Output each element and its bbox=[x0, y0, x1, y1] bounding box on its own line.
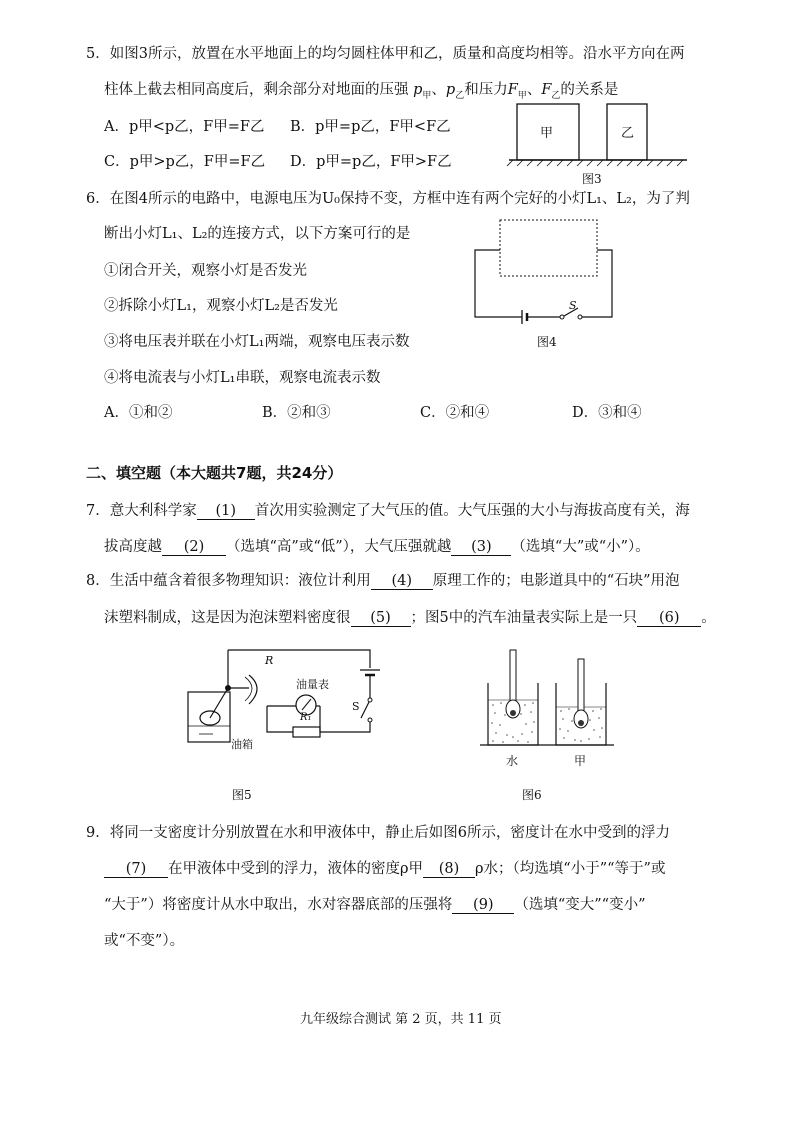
fig6-caption: 图6 bbox=[522, 788, 542, 802]
fig3-label-yi: 乙 bbox=[621, 126, 635, 141]
q9-l2-mid: 在甲液体中受到的浮力，液体的密度ρ甲 bbox=[168, 861, 424, 877]
q7-l1-post: 首次用实验测定了大气压的值。大气压强的大小与海拔高度有关，海 bbox=[254, 503, 690, 519]
q5-sep-2: 、 bbox=[526, 82, 542, 98]
fig5-meter-label: 油量表 bbox=[296, 678, 329, 691]
q9-line1: 9．将同一支密度计分别放置在水和甲液体中，静止后如图6所示，密度计在水中受到的浮力 bbox=[86, 825, 670, 841]
q9-l2-post: ρ水；（均选填“小于”“等于”或 bbox=[475, 861, 666, 877]
blank-3: (3) bbox=[451, 539, 511, 556]
fig5-caption: 图5 bbox=[232, 788, 252, 802]
q6-option-a: A．①和② bbox=[104, 405, 173, 421]
q8-line2 bbox=[104, 606, 716, 627]
fig5-R-label: R bbox=[265, 654, 274, 667]
fig6-water-label: 水 bbox=[506, 754, 519, 768]
fig5-R1-label: R₁ bbox=[300, 712, 312, 723]
q5-F-var-2: F bbox=[541, 82, 552, 98]
q8-line1 bbox=[86, 569, 680, 590]
q8-l2-pre: 沫塑料制成，这是因为泡沫塑料密度很 bbox=[104, 610, 351, 626]
q8-l1-pre: 8．生活中蕴含着很多物理知识：液位计利用 bbox=[86, 573, 371, 589]
fig3-label-jia: 甲 bbox=[540, 126, 554, 141]
q5-option-a: A．p甲<p乙，F甲=F乙 bbox=[104, 119, 265, 135]
blank-9: (9) bbox=[452, 897, 514, 914]
figure-6-hydrometers bbox=[478, 645, 618, 755]
fig4-switch-label: S bbox=[569, 299, 577, 312]
figure-5-fuel-gauge-circuit bbox=[185, 640, 385, 755]
blank-6: (6) bbox=[637, 610, 701, 627]
q6-statement-1: ①闭合开关，观察小灯是否发光 bbox=[104, 263, 307, 279]
fig3-caption: 图3 bbox=[582, 172, 602, 186]
fig6-jia-label: 甲 bbox=[574, 754, 587, 768]
q6-option-b: B．②和③ bbox=[262, 405, 331, 421]
q6-line1: 6．在图4所示的电路中，电源电压为U₀保持不变，方框中连有两个完好的小灯L₁、L₂，为了判 bbox=[86, 191, 690, 207]
q5-option-d: D．p甲=p乙，F甲>F乙 bbox=[290, 154, 452, 170]
q7-line1 bbox=[86, 499, 690, 520]
q5-line1: 5．如图3所示，放置在水平地面上的均匀圆柱体甲和乙，质量和高度均相等。沿水平方向在两 bbox=[86, 46, 685, 62]
page-footer: 九年级综合测试 第 2 页，共 11 页 bbox=[300, 1012, 502, 1027]
blank-4: (4) bbox=[371, 573, 433, 590]
q8-l2-mid: ；图5中的汽车油量表实际上是一只 bbox=[410, 610, 638, 626]
q5-sub-jia: 甲 bbox=[422, 90, 432, 101]
q7-l2-post: （选填“大”或“小”）。 bbox=[511, 539, 650, 555]
q6-statement-4: ④将电流表与小灯L₁串联，观察电流表示数 bbox=[104, 370, 381, 386]
q7-l1-pre: 7．意大利科学家 bbox=[86, 503, 197, 519]
q9-line3 bbox=[104, 893, 645, 914]
blank-8: (8) bbox=[423, 861, 475, 878]
q9-l3-post: （选填“变大”“变小” bbox=[514, 897, 646, 913]
q5-F-var: F bbox=[507, 82, 518, 98]
blank-5: (5) bbox=[351, 610, 411, 627]
q6-statement-2: ②拆除小灯L₁，观察小灯L₂是否发光 bbox=[104, 298, 338, 314]
q5-p-var: p bbox=[413, 82, 423, 98]
q5-sep: 、 bbox=[431, 82, 446, 98]
q6-statement-3: ③将电压表并联在小灯L₁两端，观察电压表示数 bbox=[104, 334, 410, 350]
q9-l3-pre: “大于”）将密度计从水中取出，水对容器底部的压强将 bbox=[104, 897, 453, 913]
q7-l2-mid: （选填“高”或“低”），大气压强就越 bbox=[226, 539, 452, 555]
blank-2: (2) bbox=[162, 539, 226, 556]
q5-p-var-2: p bbox=[445, 82, 456, 98]
q9-line4: 或“不变”）。 bbox=[104, 933, 185, 949]
q6-option-c: C．②和④ bbox=[420, 405, 490, 421]
q8-l1-post: 原理工作的；电影道具中的“石块”用泡 bbox=[432, 573, 680, 589]
q6-option-d: D．③和④ bbox=[572, 405, 642, 421]
q9-line2 bbox=[104, 857, 665, 878]
q6-line2: 断出小灯L₁、L₂的连接方式，以下方案可行的是 bbox=[104, 226, 411, 242]
q7-l2-pre: 拔高度越 bbox=[104, 539, 162, 555]
fig4-caption: 图4 bbox=[537, 335, 557, 349]
q5-line2-pre: 柱体上截去相同高度后，剩余部分对地面的压强 bbox=[104, 82, 409, 98]
q5-option-c: C．p甲>p乙，F甲=F乙 bbox=[104, 154, 266, 170]
blank-7: (7) bbox=[104, 861, 168, 878]
figure-3-cylinders bbox=[505, 98, 695, 178]
q5-sub-yi-2: 乙 bbox=[551, 90, 561, 101]
q5-sub-yi: 乙 bbox=[455, 90, 465, 101]
fig5-tank-label: 油箱 bbox=[231, 738, 253, 751]
q5-option-b: B．p甲=p乙，F甲<F乙 bbox=[290, 119, 451, 135]
fig5-switch-label: S bbox=[352, 700, 360, 713]
q5-sub-jia-2: 甲 bbox=[517, 90, 527, 101]
q5-line2-post: 的关系是 bbox=[560, 82, 619, 98]
blank-1: (1) bbox=[197, 503, 255, 520]
q7-line2 bbox=[104, 535, 650, 556]
q8-l2-post: 。 bbox=[701, 610, 716, 626]
q5-line2-mid: 和压力 bbox=[464, 82, 508, 98]
figure-4-circuit bbox=[470, 212, 620, 327]
section-2-title: 二、填空题（本大题共7题，共24分） bbox=[86, 464, 343, 482]
